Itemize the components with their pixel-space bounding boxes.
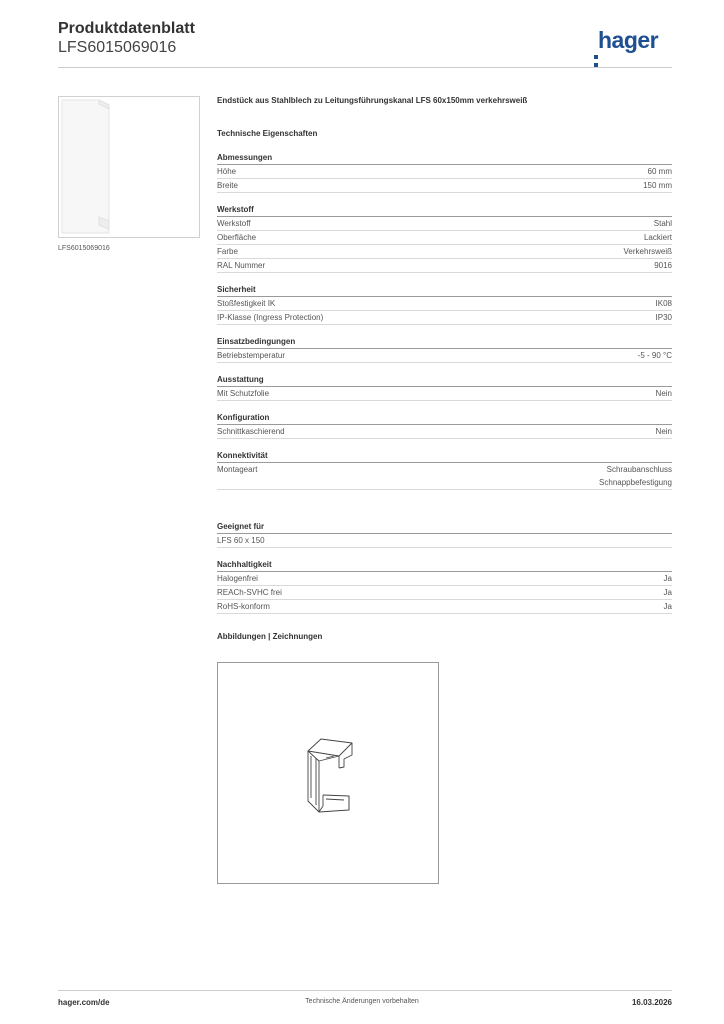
section-heading: Werkstoff [217,205,672,217]
footer-date: 16.03.2026 [631,998,672,1007]
row-label: Oberfläche [217,233,257,242]
thumbnail-label: LFS6015069016 [58,245,110,252]
row-value: IP30 [655,313,672,322]
section-connectivity [217,451,672,490]
table-row [217,217,672,231]
table-row [217,387,672,401]
section-equipment [217,375,672,401]
section-heading: Sicherheit [217,285,672,297]
footer-divider [58,990,672,991]
section-material [217,205,672,273]
section-heading: Konnektivität [217,451,672,463]
product-description: Endstück aus Stahlblech zu Leitungsführungskanal LFS 60x150mm verkehrsweiß [217,96,528,105]
table-row [217,297,672,311]
table-row [217,572,672,586]
section-heading: Nachhaltigkeit [217,560,672,572]
table-row [217,311,672,325]
section-heading: Abmessungen [217,153,672,165]
technical-properties-heading: Technische Eigenschaften [217,129,318,138]
row-value: 9016 [654,261,672,270]
table-row [217,349,672,363]
section-sustainability [217,560,672,614]
row-value: Nein [655,427,672,436]
section-configuration [217,413,672,439]
row-label: Mit Schutzfolie [217,389,270,398]
hager-logo [594,27,658,54]
row-value: Ja [663,602,672,611]
table-row [217,179,672,193]
row-value: 150 mm [643,181,672,190]
header-divider [58,67,672,68]
row-label: RoHS-konform [217,602,270,611]
section-suitable-for [217,522,672,548]
end-cap-thumbnail-icon [59,97,199,237]
row-label: Farbe [217,247,238,256]
table-row [217,259,672,273]
row-label: REACh-SVHC frei [217,588,282,597]
row-value-line: Schraubanschluss [606,465,672,474]
table-row [217,463,672,490]
row-label: Schnittkaschierend [217,427,285,436]
row-value [599,463,672,489]
section-heading: Konfiguration [217,413,672,425]
row-value: IK08 [655,299,672,308]
row-label: Halogenfrei [217,574,258,583]
row-label: IP-Klasse (Ingress Protection) [217,313,324,322]
row-value-line: Schnappbefestigung [599,478,672,487]
logo-text: hager [598,27,659,53]
page-title: Produktdatenblatt [58,20,195,37]
end-cap-drawing-icon [218,663,438,883]
row-label: Werkstoff [217,219,251,228]
row-label: Breite [217,181,238,190]
drawings-heading: Abbildungen | Zeichnungen [217,632,323,641]
table-row [217,586,672,600]
row-value: 60 mm [647,167,672,176]
product-thumbnail [58,96,200,238]
row-value: Verkehrsweiß [623,247,672,256]
section-safety [217,285,672,325]
table-row [217,600,672,614]
article-number: LFS6015069016 [58,39,177,56]
row-value: Nein [655,389,672,398]
row-value: Ja [663,574,672,583]
footer-website-link[interactable]: hager.com/de [58,998,110,1007]
row-value: Ja [663,588,672,597]
technical-drawing [217,662,439,884]
technical-content [217,96,672,644]
row-value: Stahl [653,219,672,228]
section-operating-conditions [217,337,672,363]
section-dimensions [217,153,672,193]
footer-note: Technische Änderungen vorbehalten [305,998,419,1005]
table-row [217,231,672,245]
section-heading: Geeignet für [217,522,672,534]
section-heading: Ausstattung [217,375,672,387]
row-label: RAL Nummer [217,261,266,270]
row-label: Betriebstemperatur [217,351,286,360]
row-value: -5 - 90 °C [637,351,672,360]
row-label: LFS 60 x 150 [217,536,265,545]
table-row [217,165,672,179]
row-value: Lackiert [643,233,672,242]
row-label: Montageart [217,465,258,474]
row-label: Höhe [217,167,237,176]
section-heading: Einsatzbedingungen [217,337,672,349]
table-row [217,534,672,548]
table-row [217,245,672,259]
row-label: Stoßfestigkeit IK [217,299,276,308]
table-row [217,425,672,439]
